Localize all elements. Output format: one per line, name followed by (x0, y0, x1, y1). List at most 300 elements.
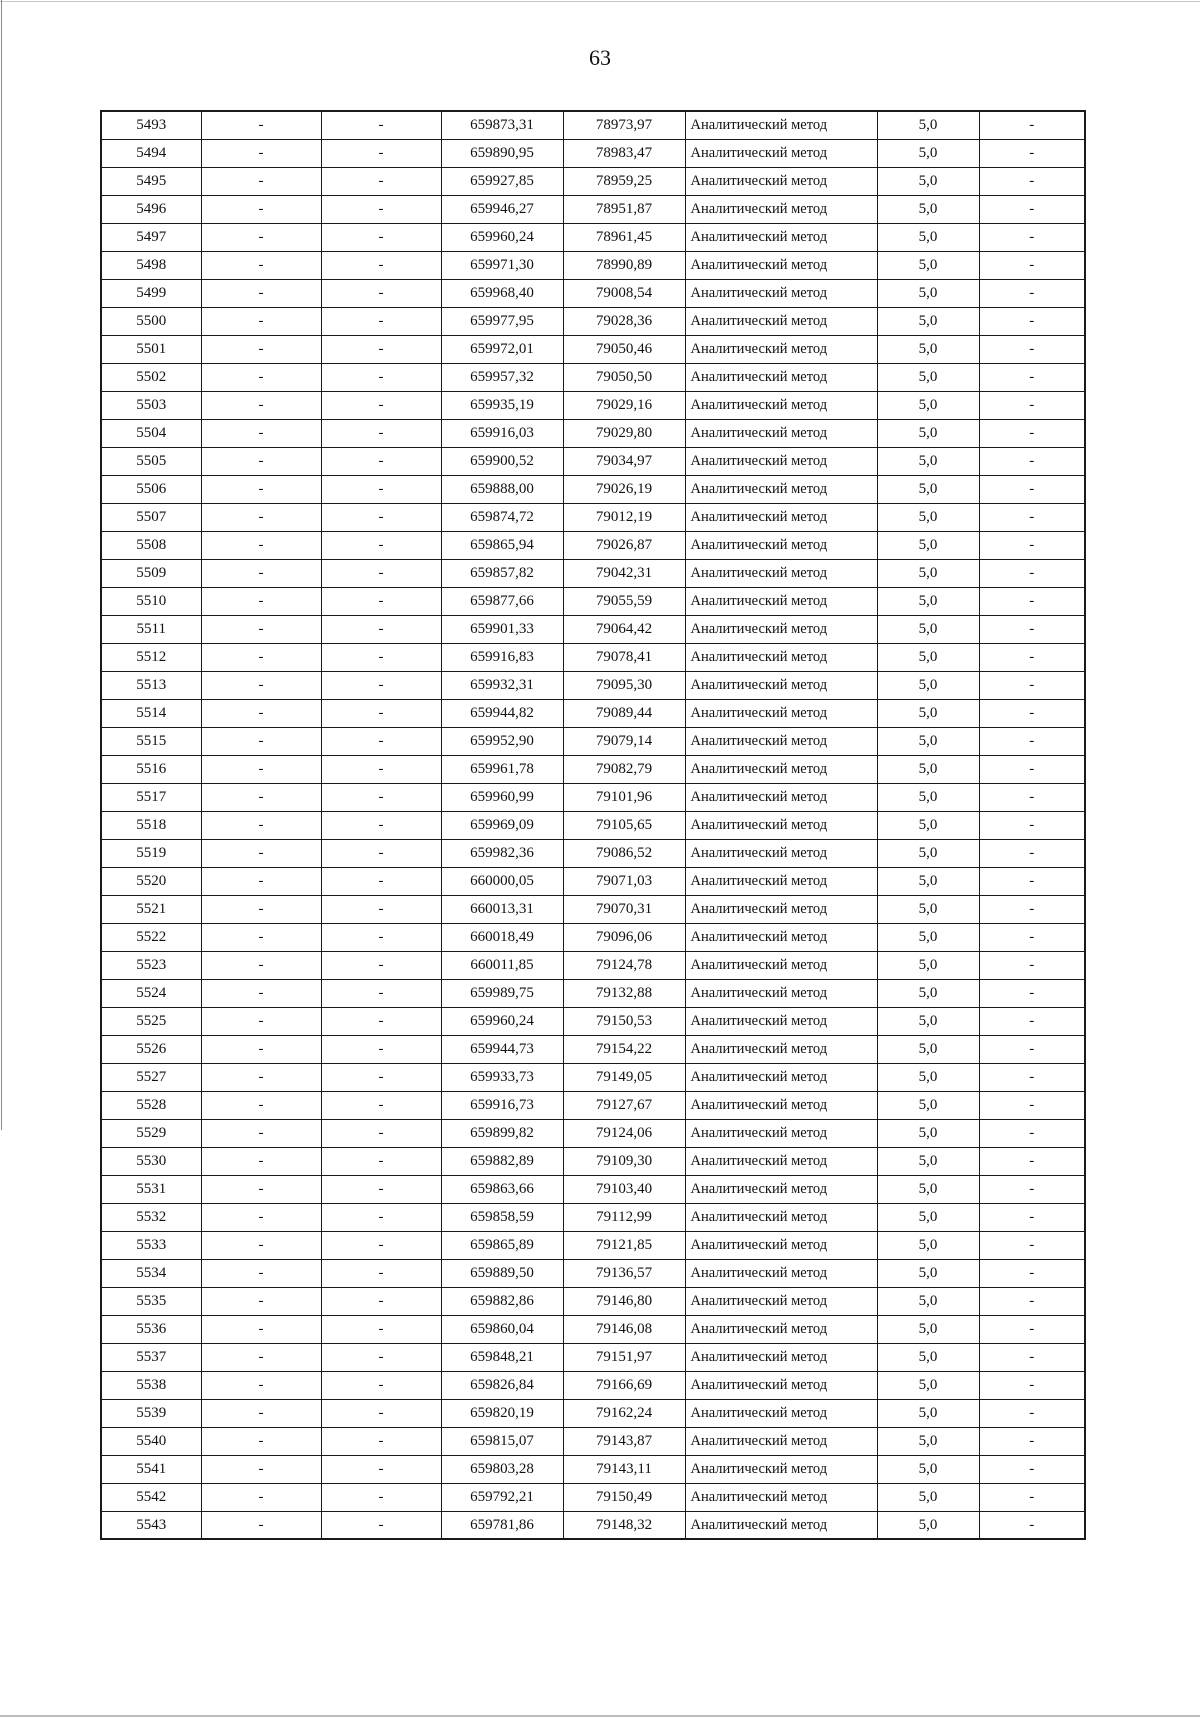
method-cell: Аналитический метод (685, 867, 877, 895)
y-coordinate-cell: 78951,87 (563, 195, 685, 223)
empty-cell-2: - (321, 1287, 441, 1315)
y-coordinate-cell: 79012,19 (563, 503, 685, 531)
method-cell: Аналитический метод (685, 1119, 877, 1147)
y-coordinate-cell: 79162,24 (563, 1399, 685, 1427)
empty-cell-3: - (979, 1035, 1085, 1063)
point-number-cell: 5515 (101, 727, 201, 755)
method-cell: Аналитический метод (685, 363, 877, 391)
empty-cell-3: - (979, 1147, 1085, 1175)
table-row (101, 503, 1085, 531)
method-cell: Аналитический метод (685, 335, 877, 363)
empty-cell-2: - (321, 363, 441, 391)
y-coordinate-cell: 79146,80 (563, 1287, 685, 1315)
table-row (101, 1063, 1085, 1091)
y-coordinate-cell: 79146,08 (563, 1315, 685, 1343)
y-coordinate-cell: 79064,42 (563, 615, 685, 643)
empty-cell-1: - (201, 699, 321, 727)
scan-edge-top (0, 1, 1200, 2)
point-number-cell: 5539 (101, 1399, 201, 1427)
y-coordinate-cell: 79034,97 (563, 447, 685, 475)
empty-cell-3: - (979, 335, 1085, 363)
accuracy-cell: 5,0 (877, 419, 979, 447)
point-number-cell: 5502 (101, 363, 201, 391)
point-number-cell: 5501 (101, 335, 201, 363)
empty-cell-2: - (321, 391, 441, 419)
table-row (101, 363, 1085, 391)
point-number-cell: 5526 (101, 1035, 201, 1063)
empty-cell-2: - (321, 699, 441, 727)
method-cell: Аналитический метод (685, 1315, 877, 1343)
empty-cell-3: - (979, 979, 1085, 1007)
point-number-cell: 5527 (101, 1063, 201, 1091)
point-number-cell: 5524 (101, 979, 201, 1007)
empty-cell-1: - (201, 839, 321, 867)
accuracy-cell: 5,0 (877, 1483, 979, 1511)
method-cell: Аналитический метод (685, 559, 877, 587)
empty-cell-3: - (979, 279, 1085, 307)
method-cell: Аналитический метод (685, 1035, 877, 1063)
empty-cell-3: - (979, 783, 1085, 811)
point-number-cell: 5530 (101, 1147, 201, 1175)
empty-cell-3: - (979, 923, 1085, 951)
x-coordinate-cell: 659882,89 (441, 1147, 563, 1175)
scan-edge-left (1, 0, 2, 1130)
point-number-cell: 5498 (101, 251, 201, 279)
empty-cell-2: - (321, 811, 441, 839)
accuracy-cell: 5,0 (877, 111, 979, 139)
accuracy-cell: 5,0 (877, 447, 979, 475)
table-row (101, 1455, 1085, 1483)
x-coordinate-cell: 659815,07 (441, 1427, 563, 1455)
empty-cell-3: - (979, 307, 1085, 335)
empty-cell-1: - (201, 1259, 321, 1287)
point-number-cell: 5497 (101, 223, 201, 251)
empty-cell-1: - (201, 1063, 321, 1091)
x-coordinate-cell: 659857,82 (441, 559, 563, 587)
empty-cell-1: - (201, 811, 321, 839)
empty-cell-2: - (321, 1343, 441, 1371)
method-cell: Аналитический метод (685, 139, 877, 167)
y-coordinate-cell: 79127,67 (563, 1091, 685, 1119)
point-number-cell: 5540 (101, 1427, 201, 1455)
point-number-cell: 5509 (101, 559, 201, 587)
empty-cell-2: - (321, 1427, 441, 1455)
x-coordinate-cell: 659877,66 (441, 587, 563, 615)
accuracy-cell: 5,0 (877, 1203, 979, 1231)
point-number-cell: 5541 (101, 1455, 201, 1483)
x-coordinate-cell: 659957,32 (441, 363, 563, 391)
empty-cell-2: - (321, 1231, 441, 1259)
point-number-cell: 5532 (101, 1203, 201, 1231)
table-row (101, 531, 1085, 559)
point-number-cell: 5504 (101, 419, 201, 447)
empty-cell-3: - (979, 755, 1085, 783)
empty-cell-3: - (979, 1371, 1085, 1399)
table-row (101, 1315, 1085, 1343)
empty-cell-2: - (321, 1007, 441, 1035)
accuracy-cell: 5,0 (877, 1511, 979, 1539)
empty-cell-1: - (201, 1035, 321, 1063)
y-coordinate-cell: 78990,89 (563, 251, 685, 279)
empty-cell-2: - (321, 783, 441, 811)
method-cell: Аналитический метод (685, 979, 877, 1007)
x-coordinate-cell: 659889,50 (441, 1259, 563, 1287)
table-row (101, 167, 1085, 195)
point-number-cell: 5514 (101, 699, 201, 727)
accuracy-cell: 5,0 (877, 335, 979, 363)
table-row (101, 1343, 1085, 1371)
empty-cell-2: - (321, 279, 441, 307)
empty-cell-2: - (321, 615, 441, 643)
empty-cell-2: - (321, 1175, 441, 1203)
empty-cell-1: - (201, 335, 321, 363)
table-row (101, 979, 1085, 1007)
point-number-cell: 5525 (101, 1007, 201, 1035)
table-row (101, 783, 1085, 811)
point-number-cell: 5500 (101, 307, 201, 335)
y-coordinate-cell: 79166,69 (563, 1371, 685, 1399)
empty-cell-1: - (201, 615, 321, 643)
accuracy-cell: 5,0 (877, 363, 979, 391)
accuracy-cell: 5,0 (877, 1231, 979, 1259)
x-coordinate-cell: 659944,73 (441, 1035, 563, 1063)
accuracy-cell: 5,0 (877, 867, 979, 895)
empty-cell-3: - (979, 419, 1085, 447)
point-number-cell: 5531 (101, 1175, 201, 1203)
point-number-cell: 5542 (101, 1483, 201, 1511)
x-coordinate-cell: 659977,95 (441, 307, 563, 335)
point-number-cell: 5507 (101, 503, 201, 531)
empty-cell-3: - (979, 447, 1085, 475)
empty-cell-2: - (321, 1399, 441, 1427)
y-coordinate-cell: 79008,54 (563, 279, 685, 307)
empty-cell-3: - (979, 1119, 1085, 1147)
point-number-cell: 5533 (101, 1231, 201, 1259)
y-coordinate-cell: 79150,53 (563, 1007, 685, 1035)
y-coordinate-cell: 78961,45 (563, 223, 685, 251)
accuracy-cell: 5,0 (877, 531, 979, 559)
accuracy-cell: 5,0 (877, 671, 979, 699)
method-cell: Аналитический метод (685, 1231, 877, 1259)
method-cell: Аналитический метод (685, 1371, 877, 1399)
point-number-cell: 5537 (101, 1343, 201, 1371)
accuracy-cell: 5,0 (877, 755, 979, 783)
x-coordinate-cell: 659860,04 (441, 1315, 563, 1343)
empty-cell-2: - (321, 1259, 441, 1287)
table-row (101, 1007, 1085, 1035)
empty-cell-1: - (201, 1175, 321, 1203)
accuracy-cell: 5,0 (877, 391, 979, 419)
empty-cell-3: - (979, 839, 1085, 867)
empty-cell-3: - (979, 671, 1085, 699)
y-coordinate-cell: 79148,32 (563, 1511, 685, 1539)
x-coordinate-cell: 659972,01 (441, 335, 563, 363)
empty-cell-3: - (979, 699, 1085, 727)
y-coordinate-cell: 79086,52 (563, 839, 685, 867)
accuracy-cell: 5,0 (877, 811, 979, 839)
point-number-cell: 5528 (101, 1091, 201, 1119)
table-row (101, 111, 1085, 139)
empty-cell-3: - (979, 1231, 1085, 1259)
y-coordinate-cell: 79042,31 (563, 559, 685, 587)
empty-cell-1: - (201, 1315, 321, 1343)
accuracy-cell: 5,0 (877, 951, 979, 979)
empty-cell-2: - (321, 167, 441, 195)
empty-cell-1: - (201, 1147, 321, 1175)
x-coordinate-cell: 659873,31 (441, 111, 563, 139)
accuracy-cell: 5,0 (877, 1315, 979, 1343)
x-coordinate-cell: 659888,00 (441, 475, 563, 503)
y-coordinate-cell: 79089,44 (563, 699, 685, 727)
empty-cell-3: - (979, 811, 1085, 839)
accuracy-cell: 5,0 (877, 139, 979, 167)
empty-cell-2: - (321, 419, 441, 447)
empty-cell-2: - (321, 1315, 441, 1343)
empty-cell-1: - (201, 167, 321, 195)
x-coordinate-cell: 659803,28 (441, 1455, 563, 1483)
empty-cell-2: - (321, 1511, 441, 1539)
method-cell: Аналитический метод (685, 1091, 877, 1119)
point-number-cell: 5503 (101, 391, 201, 419)
point-number-cell: 5543 (101, 1511, 201, 1539)
method-cell: Аналитический метод (685, 755, 877, 783)
point-number-cell: 5538 (101, 1371, 201, 1399)
method-cell: Аналитический метод (685, 447, 877, 475)
method-cell: Аналитический метод (685, 951, 877, 979)
point-number-cell: 5495 (101, 167, 201, 195)
point-number-cell: 5494 (101, 139, 201, 167)
method-cell: Аналитический метод (685, 307, 877, 335)
empty-cell-3: - (979, 139, 1085, 167)
empty-cell-2: - (321, 671, 441, 699)
table-row (101, 1203, 1085, 1231)
accuracy-cell: 5,0 (877, 1371, 979, 1399)
x-coordinate-cell: 659961,78 (441, 755, 563, 783)
x-coordinate-cell: 659952,90 (441, 727, 563, 755)
table-row (101, 1231, 1085, 1259)
table-row (101, 1483, 1085, 1511)
method-cell: Аналитический метод (685, 615, 877, 643)
empty-cell-3: - (979, 503, 1085, 531)
table-row (101, 279, 1085, 307)
x-coordinate-cell: 659792,21 (441, 1483, 563, 1511)
empty-cell-3: - (979, 391, 1085, 419)
empty-cell-2: - (321, 559, 441, 587)
empty-cell-2: - (321, 587, 441, 615)
accuracy-cell: 5,0 (877, 1399, 979, 1427)
empty-cell-1: - (201, 1091, 321, 1119)
x-coordinate-cell: 659874,72 (441, 503, 563, 531)
empty-cell-2: - (321, 195, 441, 223)
scan-edge-bottom (0, 1715, 1200, 1717)
empty-cell-3: - (979, 1007, 1085, 1035)
empty-cell-3: - (979, 587, 1085, 615)
y-coordinate-cell: 79028,36 (563, 307, 685, 335)
method-cell: Аналитический метод (685, 1147, 877, 1175)
x-coordinate-cell: 659900,52 (441, 447, 563, 475)
x-coordinate-cell: 659865,89 (441, 1231, 563, 1259)
empty-cell-2: - (321, 1483, 441, 1511)
accuracy-cell: 5,0 (877, 1091, 979, 1119)
point-number-cell: 5516 (101, 755, 201, 783)
accuracy-cell: 5,0 (877, 1343, 979, 1371)
accuracy-cell: 5,0 (877, 559, 979, 587)
accuracy-cell: 5,0 (877, 1147, 979, 1175)
table-row (101, 223, 1085, 251)
y-coordinate-cell: 79071,03 (563, 867, 685, 895)
empty-cell-3: - (979, 1455, 1085, 1483)
empty-cell-3: - (979, 195, 1085, 223)
table-row (101, 951, 1085, 979)
empty-cell-2: - (321, 223, 441, 251)
empty-cell-2: - (321, 755, 441, 783)
y-coordinate-cell: 78973,97 (563, 111, 685, 139)
y-coordinate-cell: 79029,80 (563, 419, 685, 447)
empty-cell-3: - (979, 727, 1085, 755)
table-row (101, 447, 1085, 475)
empty-cell-3: - (979, 1399, 1085, 1427)
table-row (101, 1147, 1085, 1175)
empty-cell-3: - (979, 1063, 1085, 1091)
empty-cell-3: - (979, 643, 1085, 671)
method-cell: Аналитический метод (685, 1427, 877, 1455)
table-row (101, 1119, 1085, 1147)
x-coordinate-cell: 660013,31 (441, 895, 563, 923)
table-row (101, 251, 1085, 279)
x-coordinate-cell: 659882,86 (441, 1287, 563, 1315)
x-coordinate-cell: 659932,31 (441, 671, 563, 699)
point-number-cell: 5499 (101, 279, 201, 307)
table-row (101, 643, 1085, 671)
table-row (101, 391, 1085, 419)
empty-cell-2: - (321, 923, 441, 951)
x-coordinate-cell: 659960,24 (441, 1007, 563, 1035)
method-cell: Аналитический метод (685, 587, 877, 615)
empty-cell-1: - (201, 1511, 321, 1539)
x-coordinate-cell: 659968,40 (441, 279, 563, 307)
y-coordinate-cell: 79143,87 (563, 1427, 685, 1455)
empty-cell-2: - (321, 1371, 441, 1399)
table-row (101, 195, 1085, 223)
empty-cell-3: - (979, 1203, 1085, 1231)
x-coordinate-cell: 659944,82 (441, 699, 563, 727)
empty-cell-1: - (201, 251, 321, 279)
x-coordinate-cell: 659982,36 (441, 839, 563, 867)
method-cell: Аналитический метод (685, 1343, 877, 1371)
accuracy-cell: 5,0 (877, 1455, 979, 1483)
empty-cell-1: - (201, 867, 321, 895)
point-number-cell: 5535 (101, 1287, 201, 1315)
empty-cell-2: - (321, 1063, 441, 1091)
x-coordinate-cell: 659989,75 (441, 979, 563, 1007)
point-number-cell: 5513 (101, 671, 201, 699)
table-row (101, 615, 1085, 643)
x-coordinate-cell: 659781,86 (441, 1511, 563, 1539)
x-coordinate-cell: 660011,85 (441, 951, 563, 979)
point-number-cell: 5508 (101, 531, 201, 559)
y-coordinate-cell: 79154,22 (563, 1035, 685, 1063)
empty-cell-3: - (979, 111, 1085, 139)
point-number-cell: 5529 (101, 1119, 201, 1147)
y-coordinate-cell: 79079,14 (563, 727, 685, 755)
x-coordinate-cell: 659916,03 (441, 419, 563, 447)
empty-cell-1: - (201, 671, 321, 699)
table-row (101, 923, 1085, 951)
empty-cell-1: - (201, 895, 321, 923)
y-coordinate-cell: 79050,50 (563, 363, 685, 391)
empty-cell-1: - (201, 1483, 321, 1511)
table-row (101, 839, 1085, 867)
empty-cell-1: - (201, 531, 321, 559)
y-coordinate-cell: 79132,88 (563, 979, 685, 1007)
table-row (101, 419, 1085, 447)
empty-cell-1: - (201, 727, 321, 755)
y-coordinate-cell: 78983,47 (563, 139, 685, 167)
method-cell: Аналитический метод (685, 923, 877, 951)
y-coordinate-cell: 79103,40 (563, 1175, 685, 1203)
empty-cell-3: - (979, 1287, 1085, 1315)
point-number-cell: 5519 (101, 839, 201, 867)
method-cell: Аналитический метод (685, 195, 877, 223)
accuracy-cell: 5,0 (877, 699, 979, 727)
point-number-cell: 5512 (101, 643, 201, 671)
method-cell: Аналитический метод (685, 251, 877, 279)
coordinates-table (100, 110, 1086, 1540)
y-coordinate-cell: 79096,06 (563, 923, 685, 951)
y-coordinate-cell: 79150,49 (563, 1483, 685, 1511)
method-cell: Аналитический метод (685, 475, 877, 503)
y-coordinate-cell: 79149,05 (563, 1063, 685, 1091)
empty-cell-1: - (201, 195, 321, 223)
empty-cell-1: - (201, 1399, 321, 1427)
accuracy-cell: 5,0 (877, 475, 979, 503)
method-cell: Аналитический метод (685, 1063, 877, 1091)
y-coordinate-cell: 79109,30 (563, 1147, 685, 1175)
empty-cell-1: - (201, 1007, 321, 1035)
empty-cell-1: - (201, 139, 321, 167)
method-cell: Аналитический метод (685, 1399, 877, 1427)
x-coordinate-cell: 659848,21 (441, 1343, 563, 1371)
accuracy-cell: 5,0 (877, 503, 979, 531)
accuracy-cell: 5,0 (877, 587, 979, 615)
table-row (101, 755, 1085, 783)
page-number: 63 (589, 45, 611, 70)
empty-cell-2: - (321, 531, 441, 559)
accuracy-cell: 5,0 (877, 895, 979, 923)
empty-cell-3: - (979, 475, 1085, 503)
empty-cell-3: - (979, 1483, 1085, 1511)
y-coordinate-cell: 79101,96 (563, 783, 685, 811)
accuracy-cell: 5,0 (877, 167, 979, 195)
y-coordinate-cell: 79026,87 (563, 531, 685, 559)
empty-cell-2: - (321, 839, 441, 867)
empty-cell-1: - (201, 1119, 321, 1147)
y-coordinate-cell: 79078,41 (563, 643, 685, 671)
method-cell: Аналитический метод (685, 727, 877, 755)
empty-cell-3: - (979, 867, 1085, 895)
y-coordinate-cell: 79050,46 (563, 335, 685, 363)
table-row (101, 699, 1085, 727)
empty-cell-2: - (321, 1203, 441, 1231)
accuracy-cell: 5,0 (877, 1119, 979, 1147)
y-coordinate-cell: 79029,16 (563, 391, 685, 419)
accuracy-cell: 5,0 (877, 839, 979, 867)
table-row (101, 587, 1085, 615)
accuracy-cell: 5,0 (877, 1287, 979, 1315)
empty-cell-3: - (979, 1343, 1085, 1371)
empty-cell-3: - (979, 1315, 1085, 1343)
method-cell: Аналитический метод (685, 895, 877, 923)
